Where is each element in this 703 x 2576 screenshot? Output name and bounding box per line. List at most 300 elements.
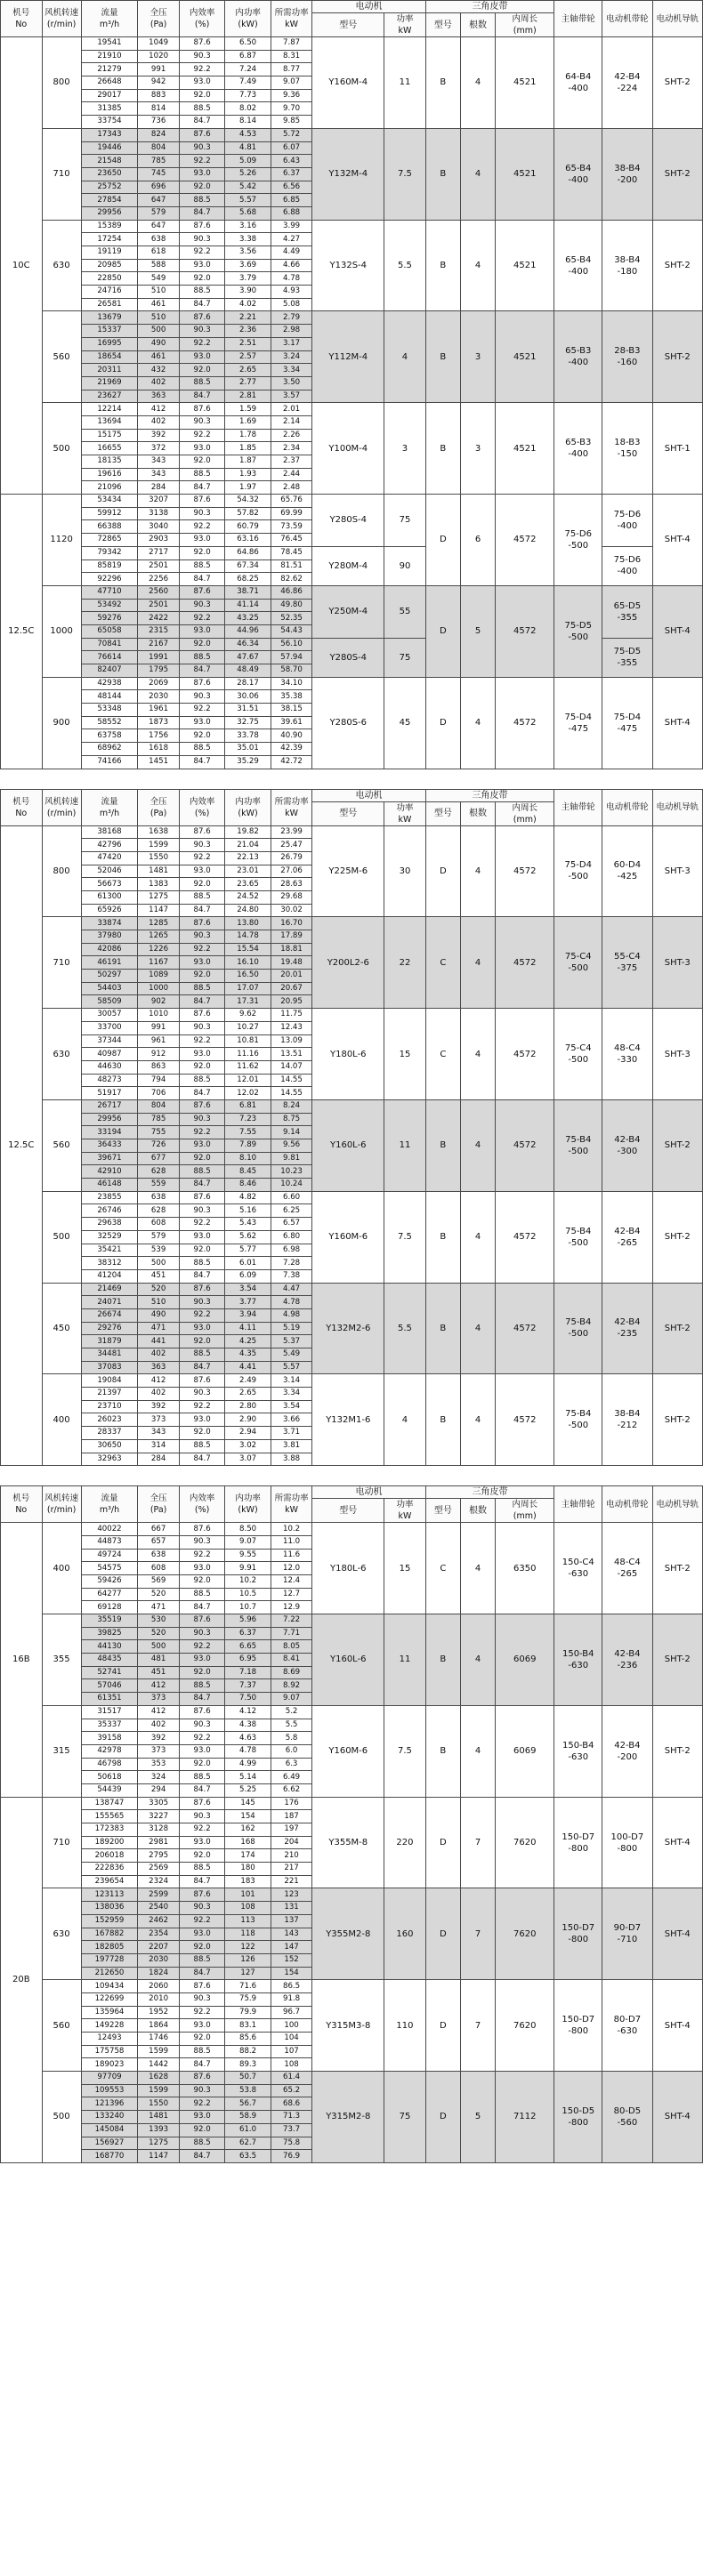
motor-pulley: 28-B3 -160 <box>602 311 652 403</box>
cell-required-power: 40.90 <box>271 729 312 743</box>
cell-flow: 44630 <box>81 1060 138 1074</box>
cell-efficiency: 88.5 <box>179 2045 224 2058</box>
cell-internal-power: 154 <box>225 1810 271 1823</box>
table-row <box>1 128 703 141</box>
cell-flow: 48273 <box>81 1074 138 1087</box>
cell-efficiency: 93.0 <box>179 350 224 364</box>
motor-model: Y112M-4 <box>312 311 384 403</box>
main-pulley: 75-B4 -500 <box>554 1099 602 1191</box>
cell-internal-power: 1.59 <box>225 403 271 416</box>
belt-model: B <box>425 311 460 403</box>
cell-flow: 167882 <box>81 1928 138 1941</box>
cell-efficiency: 88.5 <box>179 1863 224 1876</box>
cell-internal-power: 47.67 <box>225 651 271 664</box>
header-flow: 流量 m³/h <box>81 1 138 37</box>
cell-internal-power: 5.16 <box>225 1204 271 1218</box>
cell-flow: 21969 <box>81 376 138 390</box>
header-motor-pulley: 电动机带轮 <box>602 1486 652 1523</box>
header-efficiency: 内效率 (%) <box>179 1486 224 1523</box>
header-belt-model: 型号 <box>425 13 460 37</box>
cell-efficiency: 90.3 <box>179 233 224 246</box>
motor-pulley: 75-D5 -355 <box>602 638 652 677</box>
motor-power: 75 <box>384 2072 426 2163</box>
cell-efficiency: 88.5 <box>179 194 224 207</box>
cell-efficiency: 93.0 <box>179 1230 224 1244</box>
cell-flow: 52741 <box>81 1666 138 1679</box>
belt-model: D <box>425 825 460 917</box>
header-pressure: 全压 (Pa) <box>138 1 180 37</box>
main-pulley: 75-C4 -500 <box>554 917 602 1009</box>
cell-required-power: 68.6 <box>271 2097 312 2111</box>
motor-model: Y355M-8 <box>312 1797 384 1888</box>
cell-internal-power: 9.62 <box>225 1009 271 1022</box>
cell-internal-power: 2.36 <box>225 325 271 338</box>
cell-pressure: 647 <box>138 220 180 233</box>
cell-internal-power: 6.37 <box>225 1627 271 1640</box>
cell-required-power: 6.07 <box>271 141 312 155</box>
cell-efficiency: 88.5 <box>179 559 224 573</box>
cell-internal-power: 6.95 <box>225 1654 271 1667</box>
cell-pressure: 412 <box>138 1679 180 1693</box>
cell-internal-power: 67.34 <box>225 559 271 573</box>
cell-internal-power: 10.2 <box>225 1574 271 1588</box>
cell-efficiency: 92.2 <box>179 1732 224 1745</box>
cell-efficiency: 84.7 <box>179 2150 224 2163</box>
fan-speed: 630 <box>42 1009 81 1100</box>
cell-efficiency: 87.6 <box>179 403 224 416</box>
cell-required-power: 143 <box>271 1928 312 1941</box>
cell-required-power: 104 <box>271 2033 312 2046</box>
cell-pressure: 2207 <box>138 1941 180 1954</box>
motor-model: Y132M-4 <box>312 128 384 220</box>
cell-pressure: 647 <box>138 194 180 207</box>
belt-count: 4 <box>460 1705 495 1797</box>
cell-flow: 21548 <box>81 155 138 168</box>
cell-pressure: 559 <box>138 1179 180 1192</box>
cell-pressure: 372 <box>138 442 180 455</box>
belt-length: 4572 <box>496 1374 554 1466</box>
cell-internal-power: 24.80 <box>225 904 271 917</box>
cell-pressure: 520 <box>138 1588 180 1601</box>
cell-flow: 27854 <box>81 194 138 207</box>
cell-pressure: 373 <box>138 1413 180 1427</box>
cell-pressure: 1550 <box>138 851 180 865</box>
cell-flow: 19541 <box>81 37 138 51</box>
motor-model: Y132M2-6 <box>312 1283 384 1374</box>
belt-length: 4572 <box>496 1099 554 1191</box>
motor-power: 11 <box>384 1614 426 1706</box>
motor-pulley: 48-C4 -265 <box>602 1523 652 1614</box>
cell-internal-power: 22.13 <box>225 851 271 865</box>
cell-efficiency: 87.6 <box>179 1523 224 1536</box>
cell-required-power: 82.62 <box>271 573 312 586</box>
cell-pressure: 804 <box>138 141 180 155</box>
fan-speed: 800 <box>42 37 81 129</box>
cell-pressure: 1873 <box>138 716 180 729</box>
cell-required-power: 12.9 <box>271 1601 312 1614</box>
cell-pressure: 363 <box>138 1361 180 1374</box>
cell-flow: 20311 <box>81 364 138 377</box>
cell-efficiency: 92.0 <box>179 1335 224 1348</box>
cell-pressure: 3227 <box>138 1810 180 1823</box>
cell-internal-power: 7.18 <box>225 1666 271 1679</box>
main-pulley: 150-D5 -800 <box>554 2072 602 2163</box>
cell-efficiency: 84.7 <box>179 1453 224 1466</box>
cell-required-power: 19.48 <box>271 956 312 970</box>
cell-required-power: 65.76 <box>271 495 312 508</box>
motor-rail: SHT-2 <box>652 1099 702 1191</box>
cell-pressure: 736 <box>138 116 180 129</box>
cell-pressure: 373 <box>138 1744 180 1758</box>
cell-pressure: 412 <box>138 1705 180 1719</box>
header-motor-power: 功率 kW <box>384 1499 426 1523</box>
cell-internal-power: 3.38 <box>225 233 271 246</box>
cell-efficiency: 93.0 <box>179 1322 224 1335</box>
cell-efficiency: 90.3 <box>179 50 224 63</box>
header-belt-count: 根数 <box>460 1499 495 1523</box>
cell-pressure: 353 <box>138 1758 180 1771</box>
cell-internal-power: 5.43 <box>225 1218 271 1231</box>
belt-model: D <box>425 1797 460 1888</box>
cell-flow: 197728 <box>81 1953 138 1967</box>
cell-efficiency: 92.2 <box>179 429 224 442</box>
cell-efficiency: 92.0 <box>179 1666 224 1679</box>
fan-speed: 500 <box>42 2072 81 2163</box>
cell-flow: 13679 <box>81 311 138 325</box>
cell-internal-power: 1.93 <box>225 468 271 481</box>
cell-flow: 33754 <box>81 116 138 129</box>
header-internal-power: 内功率 (kW) <box>225 1 271 37</box>
cell-internal-power: 3.90 <box>225 286 271 299</box>
table-row <box>1 403 703 416</box>
cell-efficiency: 90.3 <box>179 1021 224 1034</box>
belt-count: 6 <box>460 495 495 586</box>
cell-internal-power: 15.54 <box>225 943 271 956</box>
motor-pulley: 38-B4 -180 <box>602 220 652 311</box>
belt-length: 4572 <box>496 495 554 586</box>
cell-internal-power: 19.82 <box>225 825 271 839</box>
cell-required-power: 23.99 <box>271 825 312 839</box>
cell-flow: 33194 <box>81 1126 138 1139</box>
cell-efficiency: 92.0 <box>179 89 224 102</box>
fan-speed: 450 <box>42 1283 81 1374</box>
belt-count: 4 <box>460 37 495 129</box>
header-belt-length: 内周长 (mm) <box>496 801 554 825</box>
cell-internal-power: 11.62 <box>225 1060 271 1074</box>
cell-efficiency: 92.2 <box>179 337 224 350</box>
cell-pressure: 520 <box>138 1627 180 1640</box>
cell-internal-power: 7.73 <box>225 89 271 102</box>
table-body <box>1 1523 703 2163</box>
belt-count: 7 <box>460 1888 495 1980</box>
cell-required-power: 9.56 <box>271 1139 312 1153</box>
cell-required-power: 6.43 <box>271 155 312 168</box>
cell-internal-power: 7.37 <box>225 1679 271 1693</box>
cell-internal-power: 4.02 <box>225 298 271 311</box>
cell-required-power: 11.75 <box>271 1009 312 1022</box>
cell-pressure: 1275 <box>138 2137 180 2150</box>
cell-flow: 25752 <box>81 181 138 194</box>
cell-pressure: 490 <box>138 337 180 350</box>
cell-internal-power: 5.42 <box>225 181 271 194</box>
cell-flow: 109434 <box>81 1980 138 1993</box>
cell-internal-power: 61.0 <box>225 2123 271 2137</box>
cell-efficiency: 88.5 <box>179 102 224 116</box>
cell-flow: 15175 <box>81 429 138 442</box>
motor-rail: SHT-2 <box>652 1614 702 1706</box>
cell-efficiency: 92.0 <box>179 1941 224 1954</box>
cell-flow: 138747 <box>81 1797 138 1810</box>
cell-efficiency: 88.5 <box>179 1439 224 1453</box>
cell-required-power: 3.54 <box>271 1400 312 1413</box>
cell-required-power: 3.34 <box>271 1388 312 1401</box>
cell-required-power: 10.23 <box>271 1165 312 1179</box>
belt-model: B <box>425 1614 460 1706</box>
cell-internal-power: 2.80 <box>225 1400 271 1413</box>
cell-required-power: 204 <box>271 1836 312 1849</box>
cell-internal-power: 43.25 <box>225 612 271 625</box>
header-required-power: 所需功率 kW <box>271 1486 312 1523</box>
cell-pressure: 883 <box>138 89 180 102</box>
cell-pressure: 1991 <box>138 651 180 664</box>
cell-required-power: 5.72 <box>271 128 312 141</box>
cell-pressure: 696 <box>138 181 180 194</box>
fan-speed: 560 <box>42 1980 81 2072</box>
motor-power: 5.5 <box>384 1283 426 1374</box>
cell-efficiency: 93.0 <box>179 1562 224 1575</box>
cell-pressure: 2010 <box>138 1992 180 2006</box>
cell-flow: 31879 <box>81 1335 138 1348</box>
table-row <box>1 1523 703 1536</box>
cell-required-power: 107 <box>271 2045 312 2058</box>
header-motor-power: 功率 kW <box>384 801 426 825</box>
cell-flow: 182805 <box>81 1941 138 1954</box>
cell-pressure: 1089 <box>138 970 180 983</box>
cell-flow: 222836 <box>81 1863 138 1876</box>
cell-flow: 145084 <box>81 2123 138 2137</box>
motor-rail: SHT-2 <box>652 1705 702 1797</box>
cell-internal-power: 2.90 <box>225 1413 271 1427</box>
cell-required-power: 2.98 <box>271 325 312 338</box>
motor-model: Y180L-6 <box>312 1523 384 1614</box>
header-internal-power: 内功率 (kW) <box>225 789 271 825</box>
belt-count: 4 <box>460 1374 495 1466</box>
cell-efficiency: 92.2 <box>179 1400 224 1413</box>
cell-required-power: 8.69 <box>271 1666 312 1679</box>
cell-efficiency: 93.0 <box>179 442 224 455</box>
cell-internal-power: 53.8 <box>225 2084 271 2097</box>
cell-internal-power: 6.50 <box>225 37 271 51</box>
cell-efficiency: 84.7 <box>179 664 224 678</box>
cell-required-power: 46.86 <box>271 585 312 599</box>
cell-required-power: 54.43 <box>271 624 312 638</box>
belt-count: 4 <box>460 1523 495 1614</box>
motor-rail: SHT-3 <box>652 1009 702 1100</box>
cell-flow: 206018 <box>81 1849 138 1863</box>
cell-internal-power: 1.69 <box>225 415 271 429</box>
cell-flow: 26581 <box>81 298 138 311</box>
main-pulley: 64-B4 -400 <box>554 37 602 129</box>
cell-flow: 26746 <box>81 1204 138 1218</box>
cell-pressure: 1393 <box>138 2123 180 2137</box>
cell-flow: 15337 <box>81 325 138 338</box>
cell-required-power: 57.94 <box>271 651 312 664</box>
cell-efficiency: 93.0 <box>179 1744 224 1758</box>
cell-efficiency: 87.6 <box>179 2072 224 2085</box>
belt-model: B <box>425 403 460 495</box>
cell-flow: 16655 <box>81 442 138 455</box>
cell-internal-power: 3.54 <box>225 1283 271 1296</box>
cell-internal-power: 4.81 <box>225 141 271 155</box>
cell-efficiency: 87.6 <box>179 825 224 839</box>
cell-pressure: 1795 <box>138 664 180 678</box>
cell-flow: 29276 <box>81 1322 138 1335</box>
cell-flow: 53492 <box>81 599 138 612</box>
cell-required-power: 5.5 <box>271 1719 312 1732</box>
motor-rail: SHT-2 <box>652 1283 702 1374</box>
cell-efficiency: 93.0 <box>179 1654 224 1667</box>
cell-flow: 21096 <box>81 481 138 495</box>
fan-speed: 1000 <box>42 585 81 677</box>
cell-internal-power: 4.25 <box>225 1335 271 1348</box>
cell-flow: 34481 <box>81 1348 138 1362</box>
belt-length: 6350 <box>496 1523 554 1614</box>
cell-flow: 39158 <box>81 1732 138 1745</box>
table-row <box>1 220 703 233</box>
cell-required-power: 6.56 <box>271 181 312 194</box>
cell-pressure: 588 <box>138 259 180 272</box>
cell-pressure: 1010 <box>138 1009 180 1022</box>
header-belt-model: 型号 <box>425 801 460 825</box>
motor-pulley: 38-B4 -200 <box>602 128 652 220</box>
cell-internal-power: 2.49 <box>225 1374 271 1388</box>
cell-internal-power: 5.25 <box>225 1783 271 1797</box>
cell-internal-power: 11.16 <box>225 1048 271 1061</box>
cell-required-power: 38.15 <box>271 704 312 717</box>
cell-pressure: 863 <box>138 1060 180 1074</box>
cell-efficiency: 92.0 <box>179 1427 224 1440</box>
cell-flow: 35337 <box>81 1719 138 1732</box>
cell-flow: 42938 <box>81 677 138 690</box>
cell-flow: 74166 <box>81 755 138 769</box>
header-motor-power: 功率 kW <box>384 13 426 37</box>
cell-flow: 50618 <box>81 1771 138 1784</box>
cell-pressure: 461 <box>138 350 180 364</box>
cell-required-power: 3.17 <box>271 337 312 350</box>
cell-required-power: 108 <box>271 2058 312 2072</box>
header-speed: 风机转速 (r/min) <box>42 1 81 37</box>
cell-flow: 70841 <box>81 638 138 651</box>
cell-internal-power: 5.96 <box>225 1614 271 1628</box>
motor-rail: SHT-2 <box>652 1374 702 1466</box>
belt-model: C <box>425 1009 460 1100</box>
motor-model: Y132S-4 <box>312 220 384 311</box>
cell-internal-power: 4.82 <box>225 1191 271 1204</box>
cell-pressure: 2069 <box>138 677 180 690</box>
header-efficiency: 内效率 (%) <box>179 1 224 37</box>
cell-required-power: 17.89 <box>271 930 312 944</box>
cell-pressure: 2315 <box>138 624 180 638</box>
cell-flow: 18135 <box>81 455 138 469</box>
cell-pressure: 284 <box>138 481 180 495</box>
cell-required-power: 3.50 <box>271 376 312 390</box>
cell-internal-power: 35.01 <box>225 743 271 756</box>
main-pulley: 65-B3 -400 <box>554 403 602 495</box>
motor-model: Y250M-4 <box>312 585 384 638</box>
belt-length: 4521 <box>496 403 554 495</box>
cell-flow: 65058 <box>81 624 138 638</box>
cell-flow: 175758 <box>81 2045 138 2058</box>
fan-speed: 710 <box>42 917 81 1009</box>
belt-model: D <box>425 495 460 586</box>
motor-model: Y280M-4 <box>312 546 384 585</box>
cell-efficiency: 92.2 <box>179 1308 224 1322</box>
cell-flow: 47710 <box>81 585 138 599</box>
cell-efficiency: 93.0 <box>179 1048 224 1061</box>
cell-efficiency: 90.3 <box>179 141 224 155</box>
motor-pulley: 65-D5 -355 <box>602 585 652 638</box>
cell-required-power: 4.93 <box>271 286 312 299</box>
belt-count: 4 <box>460 220 495 311</box>
cell-internal-power: 48.49 <box>225 664 271 678</box>
cell-required-power: 221 <box>271 1875 312 1888</box>
cell-flow: 21279 <box>81 63 138 76</box>
cell-flow: 29956 <box>81 1113 138 1126</box>
cell-internal-power: 4.78 <box>225 1744 271 1758</box>
cell-efficiency: 87.6 <box>179 1099 224 1113</box>
cell-internal-power: 75.9 <box>225 1992 271 2006</box>
cell-internal-power: 162 <box>225 1823 271 1837</box>
header-no: 机号 No <box>1 1486 43 1523</box>
cell-pressure: 991 <box>138 1021 180 1034</box>
motor-rail: SHT-2 <box>652 311 702 403</box>
cell-flow: 39825 <box>81 1627 138 1640</box>
cell-efficiency: 92.0 <box>179 546 224 559</box>
cell-internal-power: 2.21 <box>225 311 271 325</box>
header-motor-rail: 电动机导轨 <box>652 789 702 825</box>
table-row <box>1 917 703 930</box>
main-pulley: 150-B4 -630 <box>554 1614 602 1706</box>
cell-pressure: 2354 <box>138 1928 180 1941</box>
cell-required-power: 2.44 <box>271 468 312 481</box>
cell-required-power: 4.78 <box>271 1296 312 1309</box>
cell-pressure: 2462 <box>138 1914 180 1928</box>
motor-pulley: 48-C4 -330 <box>602 1009 652 1100</box>
header-internal-power: 内功率 (kW) <box>225 1486 271 1523</box>
main-pulley: 75-B4 -500 <box>554 1283 602 1374</box>
cell-efficiency: 92.2 <box>179 520 224 534</box>
cell-flow: 17343 <box>81 128 138 141</box>
motor-model: Y315M2-8 <box>312 2072 384 2163</box>
cell-internal-power: 168 <box>225 1836 271 1849</box>
cell-efficiency: 88.5 <box>179 1348 224 1362</box>
header-motor-pulley: 电动机带轮 <box>602 789 652 825</box>
cell-internal-power: 126 <box>225 1953 271 1967</box>
cell-required-power: 197 <box>271 1823 312 1837</box>
cell-internal-power: 4.63 <box>225 1732 271 1745</box>
cell-efficiency: 90.3 <box>179 599 224 612</box>
cell-pressure: 1952 <box>138 2006 180 2019</box>
cell-required-power: 8.75 <box>271 1113 312 1126</box>
main-pulley: 75-B4 -500 <box>554 1374 602 1466</box>
cell-efficiency: 92.2 <box>179 1823 224 1837</box>
cell-flow: 155565 <box>81 1810 138 1823</box>
motor-rail: SHT-4 <box>652 2072 702 2163</box>
cell-pressure: 3128 <box>138 1823 180 1837</box>
cell-pressure: 657 <box>138 1535 180 1549</box>
cell-pressure: 373 <box>138 1693 180 1706</box>
cell-flow: 21910 <box>81 50 138 63</box>
